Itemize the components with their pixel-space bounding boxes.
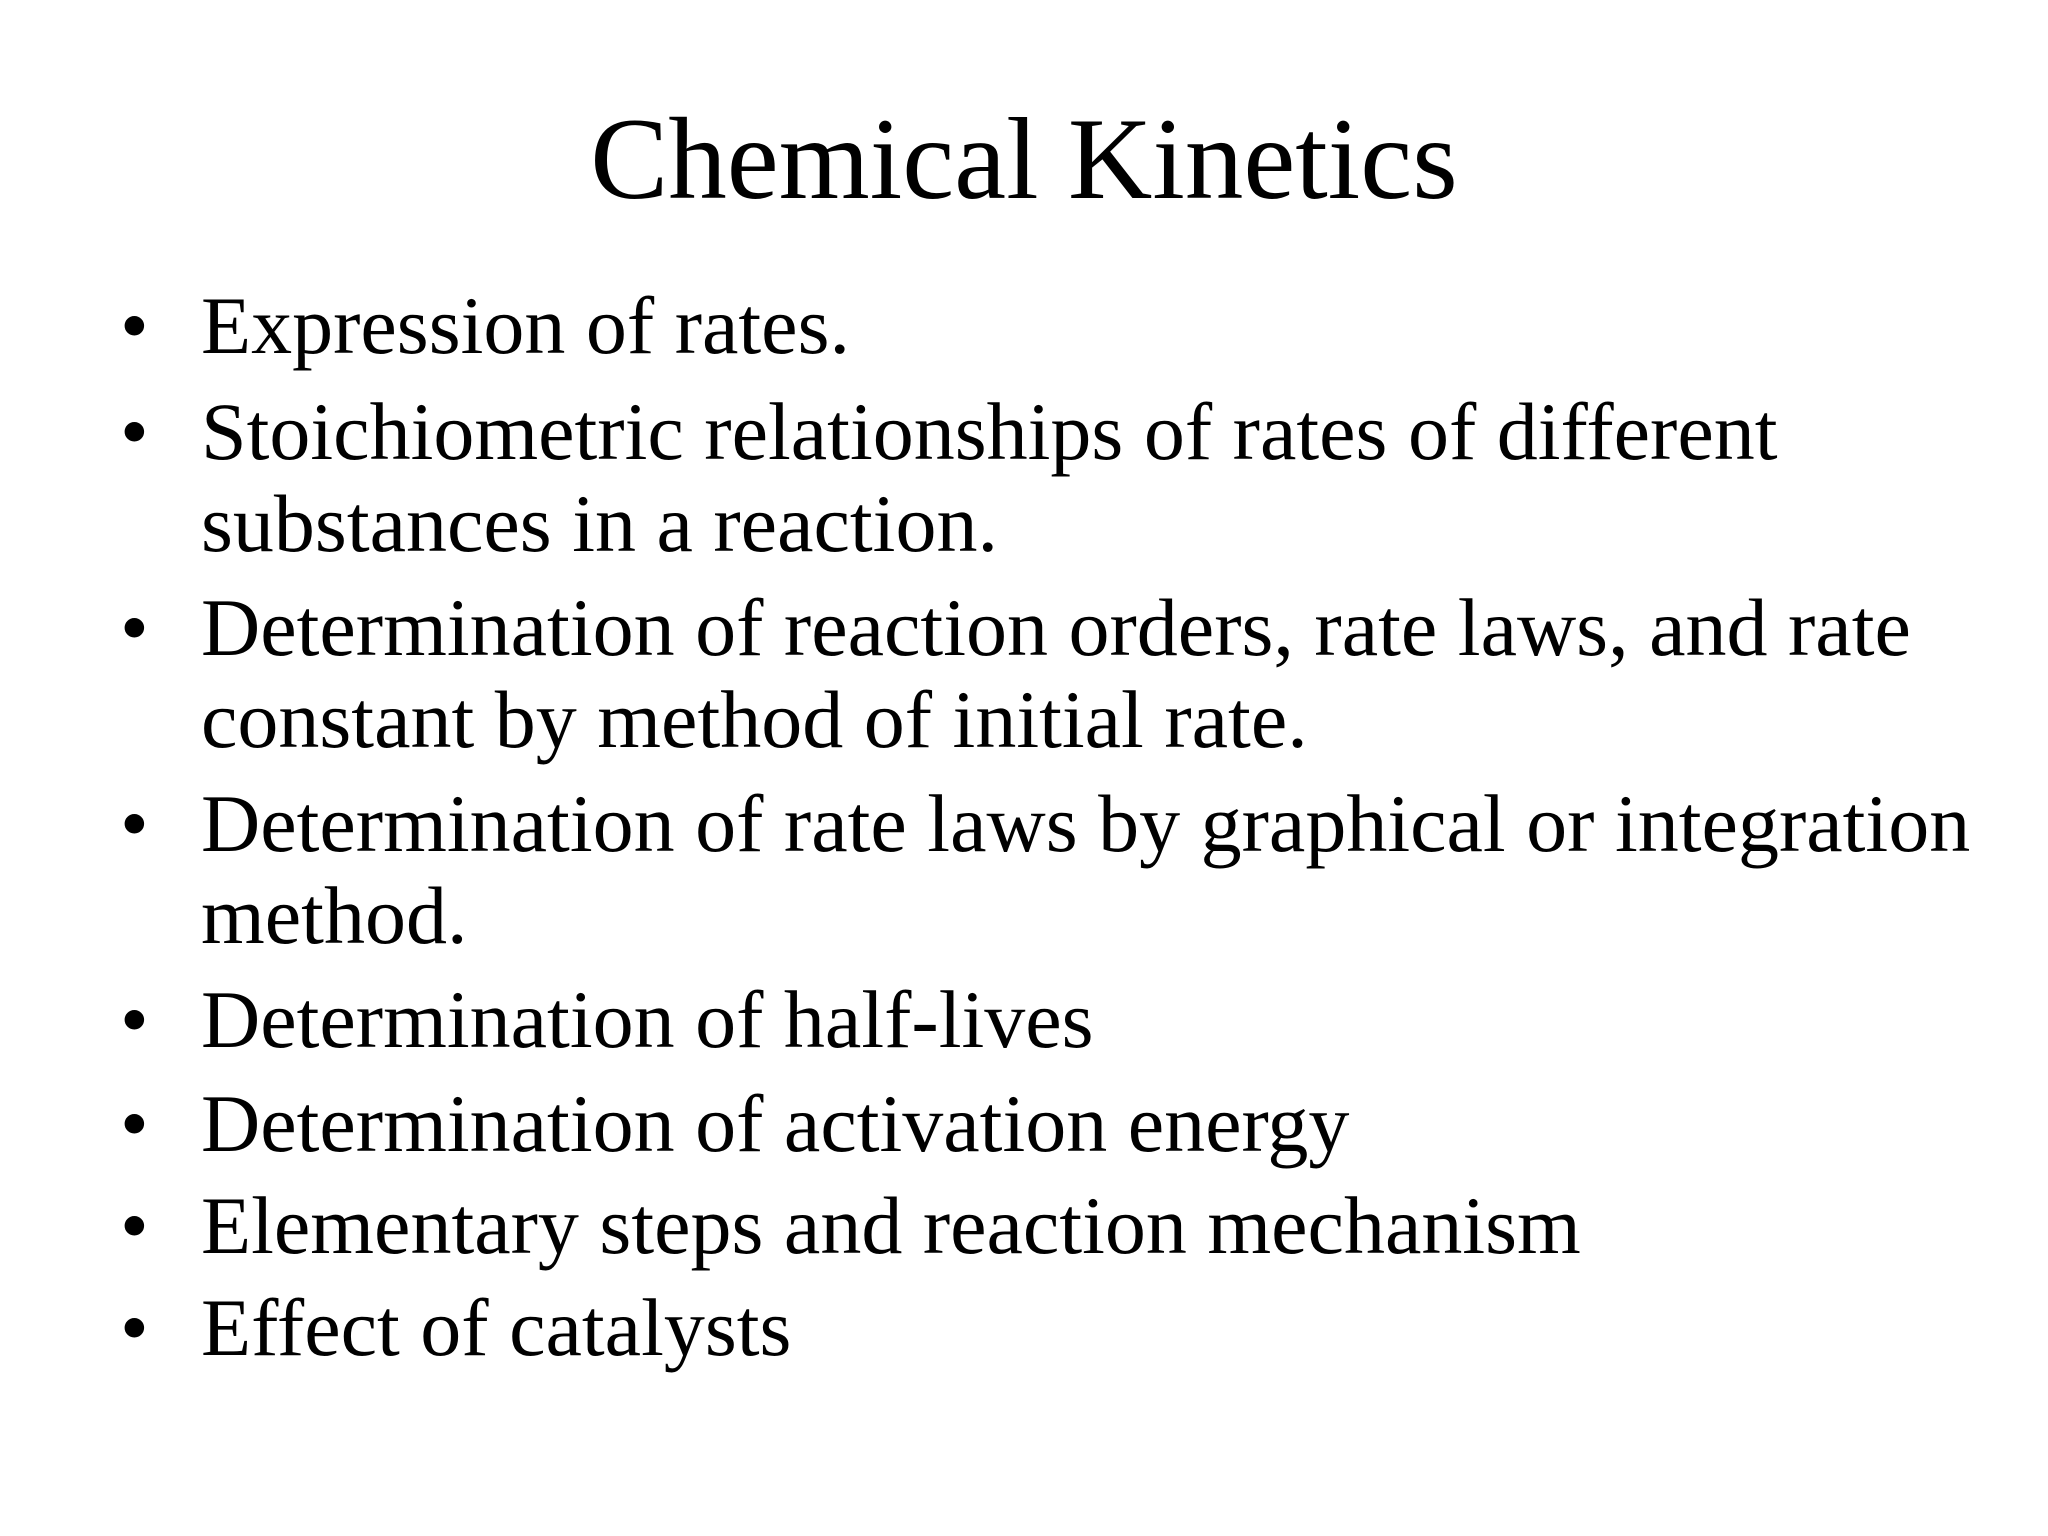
bullet-marker: • — [120, 1180, 149, 1271]
bullet-marker: • — [120, 386, 149, 477]
bullet-marker: • — [120, 974, 149, 1065]
bullet-marker: • — [120, 1078, 149, 1169]
bullet-marker: • — [120, 1282, 149, 1373]
bullet-text: Expression of rates. — [201, 280, 850, 371]
bullet-marker: • — [120, 280, 149, 371]
bullet-marker: • — [120, 582, 149, 673]
bullet-text: Elementary steps and reaction mechanism — [201, 1180, 1581, 1271]
bullet-marker: • — [120, 778, 149, 869]
bullet-text: Stoichiometric relationships of rates of different substances in a reaction. — [201, 386, 1778, 569]
bullet-text: Determination of reaction orders, rate laws, and rate constant by method of initial rate. — [201, 582, 1911, 765]
bullet-text: Determination of half-lives — [201, 974, 1094, 1065]
slide-title: Chemical Kinetics — [590, 95, 1458, 224]
bullet-text: Determination of activation energy — [201, 1078, 1350, 1169]
bullet-text: Determination of rate laws by graphical or integration method. — [201, 778, 1971, 961]
bullet-text: Effect of catalysts — [201, 1282, 792, 1373]
